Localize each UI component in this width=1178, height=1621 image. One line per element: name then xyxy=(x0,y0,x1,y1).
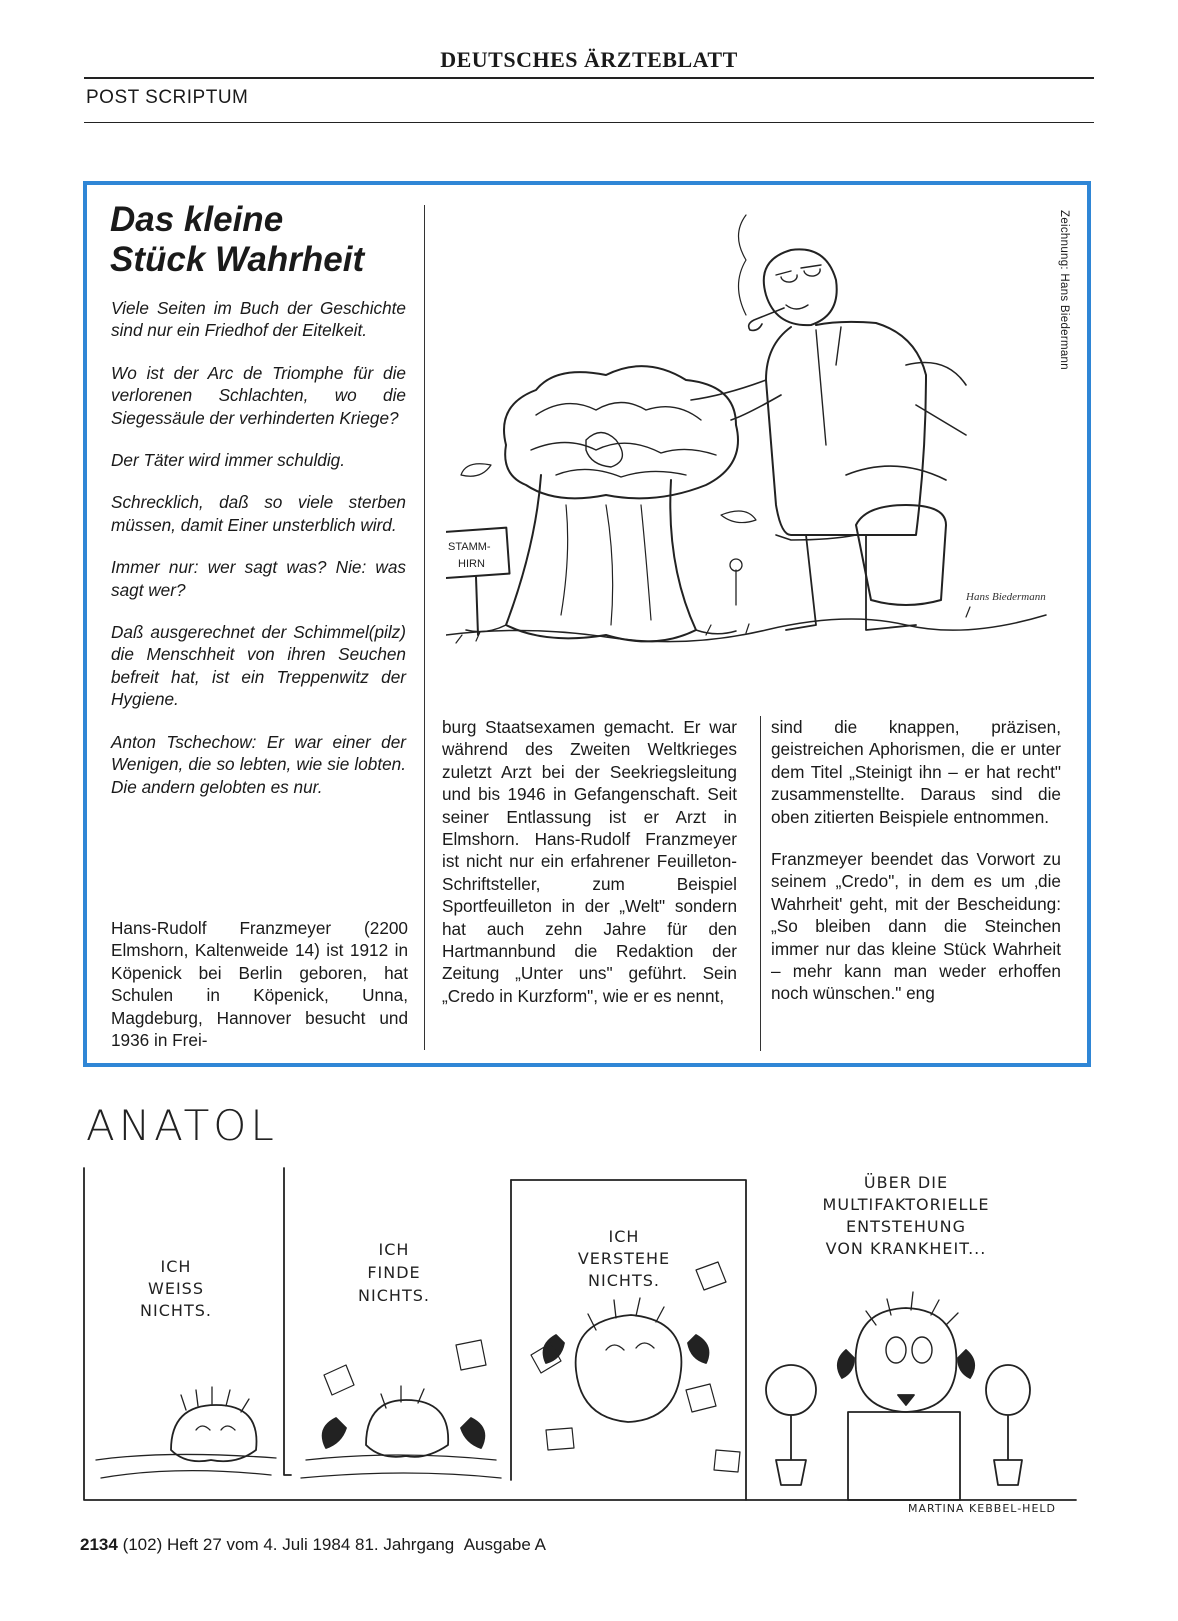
section-label: POST SCRIPTUM xyxy=(86,87,249,108)
sign xyxy=(446,528,510,579)
edition: Ausgabe A xyxy=(463,1535,546,1554)
anatol-bird xyxy=(366,1400,448,1457)
page-footer xyxy=(80,1535,546,1555)
sign-line-1: STAMM- xyxy=(448,541,491,553)
speech-line: ÜBER DIE xyxy=(863,1173,949,1192)
anatol-bird xyxy=(576,1315,682,1422)
column-divider xyxy=(424,205,425,1050)
watering-can xyxy=(856,505,946,605)
body-column-1 xyxy=(111,917,408,1051)
doctor-head xyxy=(764,249,837,325)
speech-line: NICHTS. xyxy=(358,1286,430,1305)
doctor-coat xyxy=(766,322,926,535)
body-paragraph: sind die knappen, präzisen, geistreichen Aphorismen, die er unter dem Titel „Steinigt ihn – er hat recht" zusammenstellte. Daraus sind die oben zitierten Beispiele entnommen. xyxy=(771,717,1061,827)
speech-line: ICH xyxy=(608,1227,640,1246)
column-divider xyxy=(760,716,761,1051)
illustration-credit: Zeichnung: Hans Biedermann xyxy=(1058,210,1070,370)
speech-line: VON KRANKHEIT... xyxy=(825,1239,987,1258)
sign-line-2: HIRN xyxy=(458,558,485,570)
speech-line: ENTSTEHUNG xyxy=(846,1217,966,1236)
comic-title xyxy=(86,1100,306,1148)
speech-line: FINDE xyxy=(367,1263,421,1282)
article-title xyxy=(110,200,430,280)
comic-title-text: ANATOL xyxy=(86,1101,278,1148)
anatol-bird xyxy=(171,1405,257,1461)
body-column-3 xyxy=(771,716,1061,1005)
speech-line: NICHTS. xyxy=(588,1271,660,1290)
brain xyxy=(504,366,738,498)
aphorism: Viele Seiten im Buch der Geschichte sind nur ein Friedhof der Eitelkeit. xyxy=(111,298,406,341)
comic-artist: MARTINA KEBBEL-HELD xyxy=(907,1502,1056,1515)
speech-line: WEISS xyxy=(148,1279,204,1298)
aphorism-list xyxy=(111,297,406,818)
title-line-1: Das kleine xyxy=(110,200,284,239)
aphorism: Der Täter wird immer schuldig. xyxy=(111,450,345,471)
issue-info: (102) Heft 27 vom 4. Juli 1984 81. Jahrgang xyxy=(122,1535,455,1554)
illustration xyxy=(446,205,1056,665)
speech-line: ICH xyxy=(160,1257,192,1276)
body-column-2 xyxy=(442,716,737,1007)
aphorism: Daß ausgerechnet der Schimmel(pilz) die Menschheit von ihren Seuchen befreit hat, ist ein Treppenwitz der Hygiene. xyxy=(111,622,406,710)
speech-line: MULTIFAKTORIELLE xyxy=(822,1195,990,1214)
speech-line: ICH xyxy=(378,1240,410,1259)
stump xyxy=(506,475,696,641)
aphorism: Immer nur: wer sagt was? Nie: was sagt wer? xyxy=(111,557,406,600)
header-rule xyxy=(84,77,1094,79)
lectern xyxy=(848,1412,960,1500)
speech-line: VERSTEHE xyxy=(577,1249,671,1268)
comic-strip xyxy=(76,1160,1086,1520)
aphorism: Anton Tschechow: Er war einer der Wenigen, die so lebten, wie sie lobten. Die andern gelobten es nur. xyxy=(111,731,406,797)
body-paragraph: burg Staatsexamen gemacht. Er war während des Zweiten Weltkrieges zuletzt Arzt bei der Seekriegsleitung und bis 1946 in Gefangenschaft. Seit seiner Entlassung ist er Arzt in Elmshorn. Hans-Rudolf Franzmeyer ist nicht nur ein erfahrener Feuilleton-Schriftsteller, zum Beispiel Sportfeuilleton in der „Welt" sondern hat auch zehn Jahre für den Hartmannbund die Redaktion der Zeitung „Unter uns" geführt. Sein „Credo in Kurzform", wie er es nennt, xyxy=(442,717,737,1006)
speech-line: NICHTS. xyxy=(140,1301,212,1320)
aphorism: Wo ist der Arc de Triomphe für die verlorenen Schlachten, wo die Siegessäule der verhinderten Kriege? xyxy=(111,362,406,428)
body-paragraph: Hans-Rudolf Franzmeyer (2200 Elmshorn, Kaltenweide 14) ist 1912 in Köpenick bei Berlin geboren, hat Schulen in Köpenick, Unna, Magdeburg, Hannover besucht und 1936 in Frei- xyxy=(111,918,408,1051)
aphorism: Schrecklich, daß so viele sterben müssen, damit Einer unsterblich wird. xyxy=(111,492,406,535)
body-paragraph: Franzmeyer beendet das Vorwort zu seinem „Credo", in dem es um ‚die Wahrheit' geht, mit der Bescheidung: „So bleiben dann die Steinchen immer nur das kleine Stück Wahrheit – mehr kann man weder erhoffen noch wünschen." eng xyxy=(771,849,1061,1004)
section-rule xyxy=(84,122,1094,123)
title-line-2: Stück Wahrheit xyxy=(110,240,365,279)
page-number: 2134 xyxy=(80,1535,118,1554)
masthead: DEUTSCHES ÄRZTEBLATT xyxy=(440,47,738,72)
illustration-signature: Hans Biedermann xyxy=(966,591,1046,603)
